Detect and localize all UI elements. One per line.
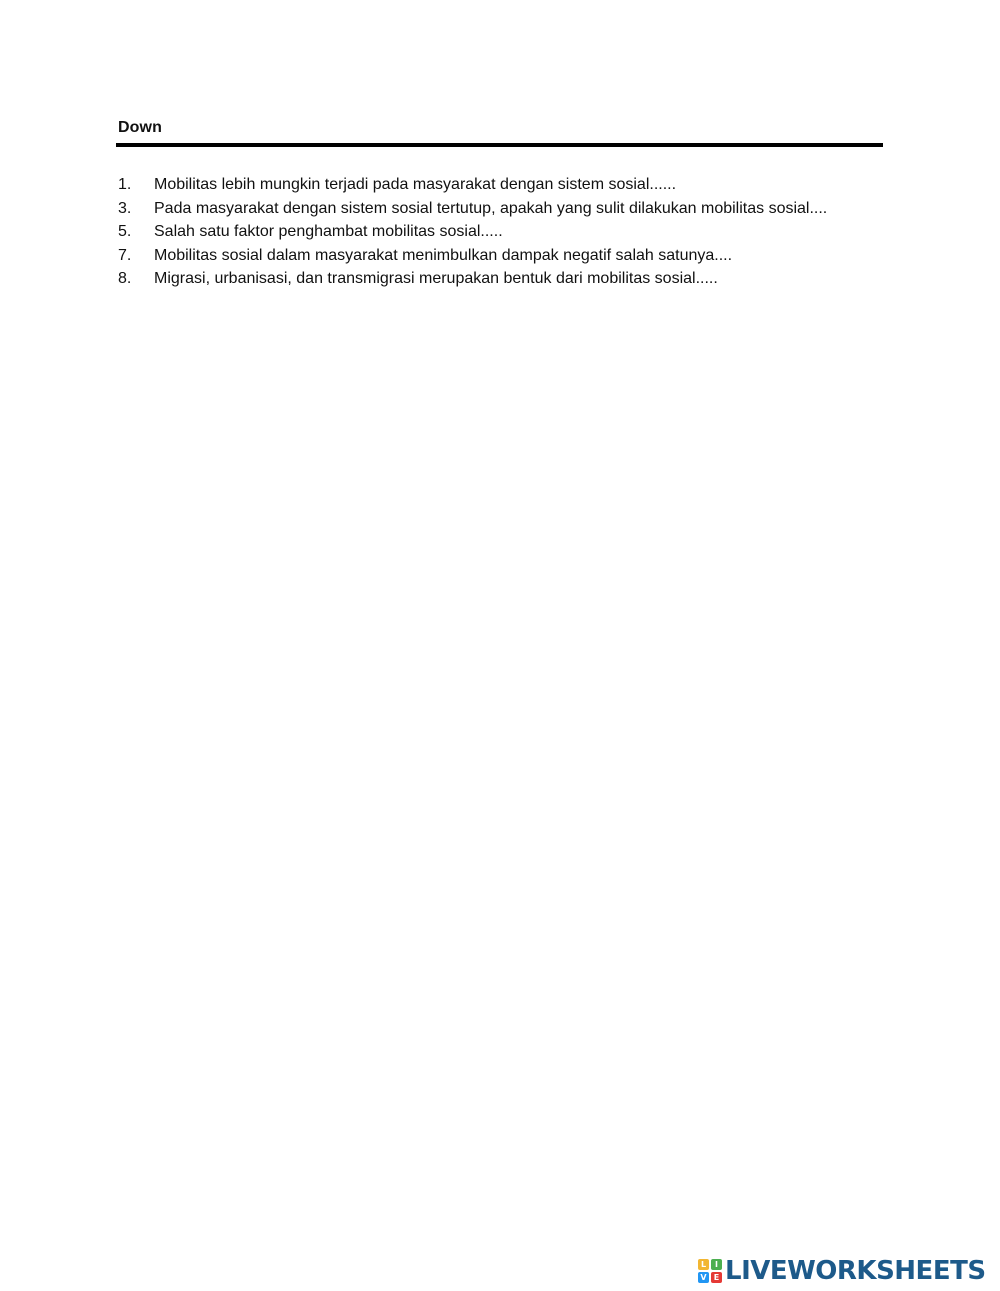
clue-number: 1. [118, 176, 132, 193]
logo-block-i: I [711, 1259, 722, 1270]
clue-item [118, 197, 880, 221]
clue-number: 8. [118, 270, 132, 287]
clue-number: 3. [118, 199, 132, 217]
logo-block-l: L [698, 1259, 709, 1270]
clue-text: Mobilitas sosial dalam masyarakat menimbulkan dampak negatif salah satunya.... [154, 246, 733, 264]
liveworksheets-logo[interactable] [698, 1257, 986, 1285]
clue-text: Mobilitas lebih mungkin terjadi pada masyarakat dengan sistem sosial...... [154, 176, 677, 193]
logo-block-e: E [711, 1272, 722, 1283]
clue-list [118, 173, 880, 291]
clue-item [118, 244, 880, 268]
logo-wordmark: LIVEWORKSHEETS [725, 1256, 986, 1286]
clue-item [118, 173, 880, 197]
logo-icon [698, 1259, 722, 1283]
clue-number: 5. [118, 223, 132, 240]
clue-text: Salah satu faktor penghambat mobilitas sosial..... [154, 223, 503, 240]
clue-text: Migrasi, urbanisasi, dan transmigrasi merupakan bentuk dari mobilitas sosial..... [154, 270, 718, 287]
logo-block-v: V [698, 1272, 709, 1283]
section-divider [116, 143, 883, 147]
clue-number: 7. [118, 246, 132, 264]
section-title: Down [118, 119, 162, 136]
clue-text: Pada masyarakat dengan sistem sosial tertutup, apakah yang sulit dilakukan mobilitas sosial.... [154, 199, 828, 217]
clue-item [118, 220, 880, 244]
clue-item [118, 267, 880, 291]
